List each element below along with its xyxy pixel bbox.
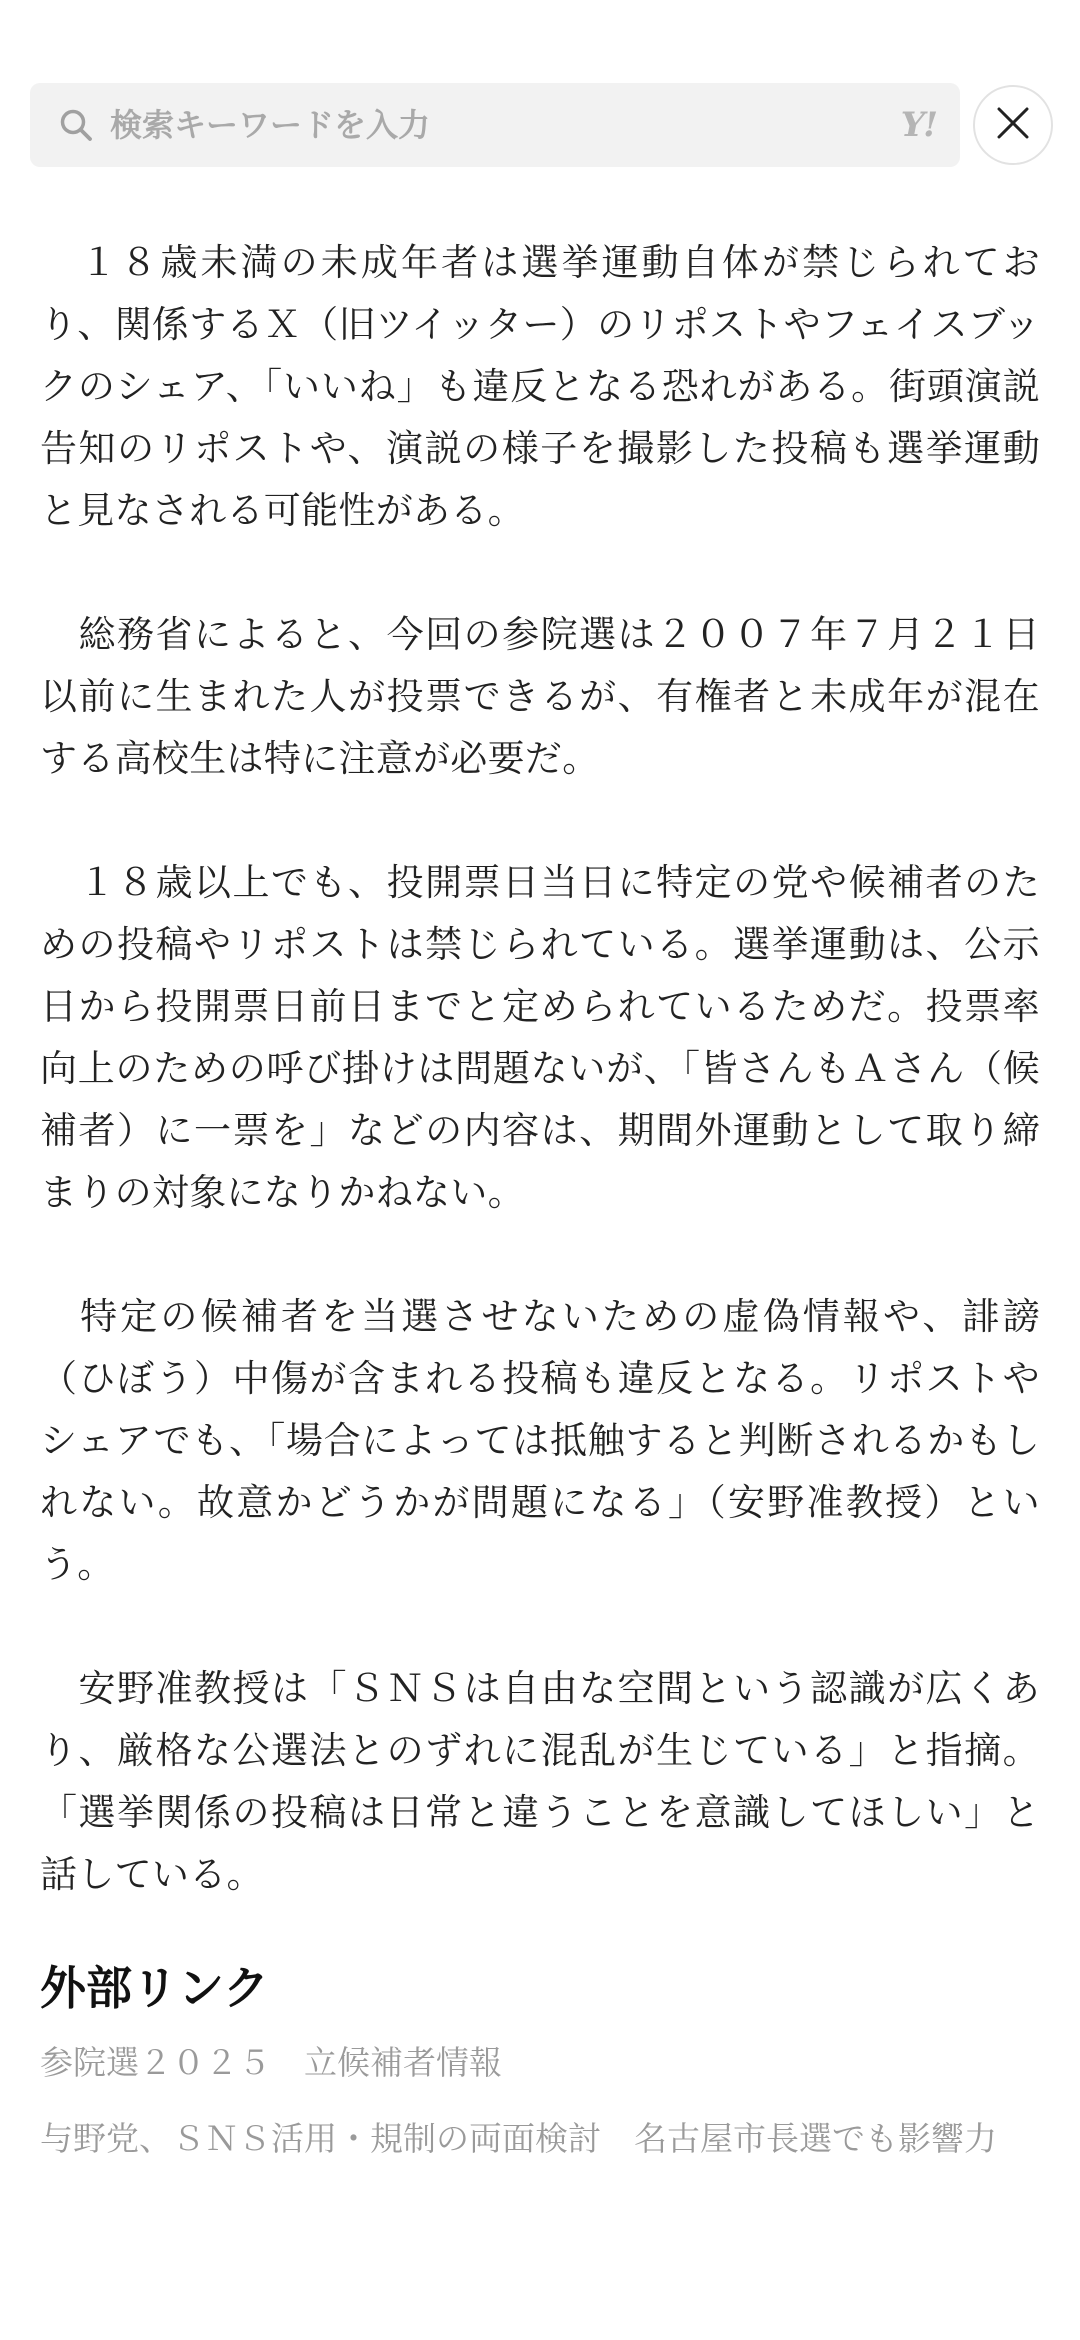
article-body: [40, 232, 1040, 1968]
search-bar[interactable]: [30, 83, 960, 167]
external-link-sns-article[interactable]: 与野党、ＳＮＳ活用・規制の両面検討 名古屋市長選でも影響力: [40, 2119, 997, 2158]
search-input[interactable]: [110, 95, 901, 155]
article-paragraph: 特定の候補者を当選させないための虚偽情報や、誹謗（ひぼう）中傷が含まれる投稿も違反となる。リポストやシェアでも、「場合によっては抵触すると判断されるかもしれない。故意かどうかが問題になる」（安野准教授）という。: [40, 1295, 1040, 1586]
close-button[interactable]: [973, 85, 1053, 165]
close-icon: [995, 105, 1031, 145]
external-link-candidates[interactable]: 参院選２０２５ 立候補者情報: [40, 2043, 502, 2082]
yahoo-logo: Y!: [900, 105, 936, 145]
article-paragraph: 総務省によると、今回の参院選は２００７年７月２１日以前に生まれた人が投票できるが、有権者と未成年が混在する高校生は特に注意が必要だ。: [40, 613, 1040, 780]
external-links-section: [40, 1958, 1040, 2192]
external-links-heading: 外部リンク: [40, 1961, 270, 2015]
article-paragraph: １８歳以上でも、投開票日当日に特定の党や候補者のための投稿やリポストは禁じられている。選挙運動は、公示日から投開票日前日までと定められているためだ。投票率向上のための呼び掛けは問題ないが、「皆さんもＡさん（候補者）に一票を」などの内容は、期間外運動として取り締まりの対象になりかねない。: [40, 861, 1040, 1214]
article-paragraph: 安野准教授は「ＳＮＳは自由な空間という認識が広くあり、厳格な公選法とのずれに混乱が生じている」と指摘。「選挙関係の投稿は日常と違うことを意識してほしい」と話している。: [40, 1667, 1040, 1896]
article-paragraph: １８歳未満の未成年者は選挙運動自体が禁じられており、関係するＸ（旧ツイッター）のリポストやフェイスブックのシェア、「いいね」も違反となる恐れがある。街頭演説告知のリポストや、演説の様子を撮影した投稿も選挙運動と見なされる可能性がある。: [40, 241, 1040, 532]
search-icon: [56, 105, 96, 145]
